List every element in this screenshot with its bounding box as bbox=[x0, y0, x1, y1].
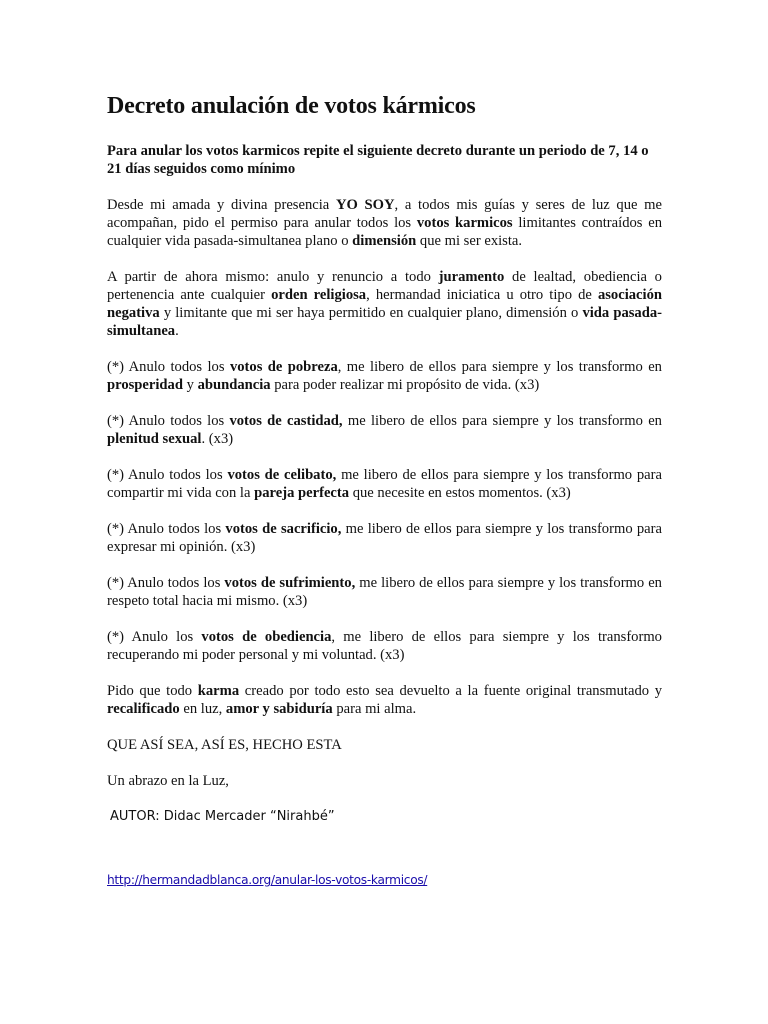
closing-line: QUE ASÍ SEA, ASÍ ES, HECHO ESTA bbox=[107, 737, 342, 753]
source-link[interactable]: http://hermandadblanca.org/anular-los-votos-karmicos/ bbox=[107, 873, 428, 887]
paragraph-presence: Desde mi amada y divina presencia YO SOY, a todos mis guías y seres de luz que me acompañan, pido el permiso para anular todos los votos karmicos limitantes contraídos en cualquier vida pasada-simultanea plano o dimensión que mi ser exista. bbox=[107, 197, 663, 249]
paragraph-karma: Pido que todo karma creado por todo esto sea devuelto a la fuente original transmutado y recalificado en luz, amor y sabiduría para mi alma. bbox=[107, 683, 663, 717]
author-line: AUTOR: Didac Mercader “Nirahbé” bbox=[110, 809, 335, 824]
paragraph-renounce: A partir de ahora mismo: anulo y renuncio a todo juramento de lealtad, obediencia o pertenencia ante cualquier orden religiosa, hermandad iniciatica u otro tipo de asociación negativa y limitante que mi ser haya permitido en cualquier plano, dimensión o vida pasada-simultanea. bbox=[107, 269, 663, 339]
paragraph-celibacy: (*) Anulo todos los votos de celibato, me libero de ellos para siempre y los transformo para compartir mi vida con la pareja perfecta que necesite en estos momentos. (x3) bbox=[107, 467, 662, 501]
paragraph-chastity: (*) Anulo todos los votos de castidad, me libero de ellos para siempre y los transformo en plenitud sexual. (x3) bbox=[107, 413, 662, 447]
paragraph-poverty: (*) Anulo todos los votos de pobreza, me libero de ellos para siempre y los transformo en prosperidad y abundancia para poder realizar mi propósito de vida. (x3) bbox=[107, 359, 662, 393]
farewell-line: Un abrazo en la Luz, bbox=[107, 773, 229, 789]
document-body bbox=[107, 92, 662, 844]
paragraph-sacrifice: (*) Anulo todos los votos de sacrificio, me libero de ellos para siempre y los transformo para expresar mi opinión. (x3) bbox=[107, 521, 662, 555]
document-title: Decreto anulación de votos kármicos bbox=[107, 93, 476, 119]
paragraph-obedience: (*) Anulo los votos de obediencia, me libero de ellos para siempre y los transformo recuperando mi poder personal y mi voluntad. (x3) bbox=[107, 629, 662, 663]
paragraph-suffering: (*) Anulo todos los votos de sufrimiento, me libero de ellos para siempre y los transformo en respeto total hacia mi mismo. (x3) bbox=[107, 575, 662, 609]
intro-paragraph: Para anular los votos karmicos repite el siguiente decreto durante un periodo de 7, 14 o 21 días seguidos como mínimo bbox=[107, 143, 649, 177]
